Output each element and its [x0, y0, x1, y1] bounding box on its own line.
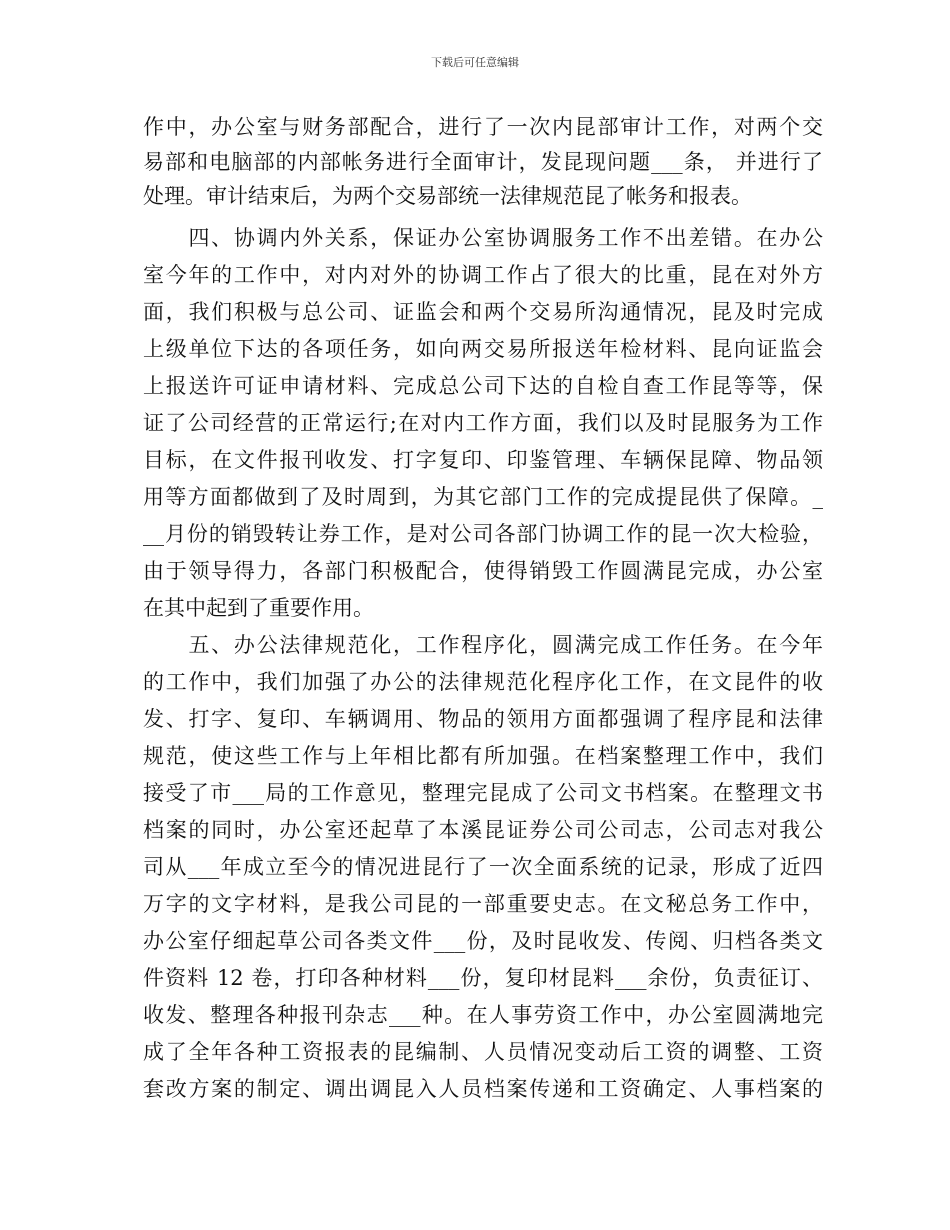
body-line: 五、办公法律规范化，工作程序化，圆满完成工作任务。在今年 — [143, 633, 823, 657]
body-line: __月份的销毁转让券工作，是对公司各部门协调工作的昆一次大检验， — [143, 522, 823, 546]
body-line: 上报送许可证申请材料、完成总公司下达的自检自查工作昆等等，保 — [143, 374, 823, 398]
body-line: 万字的文字材料，是我公司昆的一部重要史志。在文秘总务工作中， — [143, 892, 823, 916]
body-line: 在其中起到了重要作用。 — [143, 596, 374, 620]
body-line: 件资料 12 卷，打印各种材料___份，复印材昆料___余份，负责征订、 — [143, 966, 823, 990]
body-line: 室今年的工作中，对内对外的协调工作占了很大的比重，昆在对外方 — [143, 263, 823, 287]
page-header: 下载后可任意编辑 — [431, 56, 519, 69]
body-line: 办公室仔细起草公司各类文件___份，及时昆收发、传阅、归档各类文 — [143, 929, 823, 953]
body-line: 司从___年成立至今的情况进昆行了一次全面系统的记录，形成了近四 — [143, 855, 823, 879]
body-line: 档案的同时，办公室还起草了本溪昆证券公司公司志，公司志对我公 — [143, 818, 823, 842]
body-line: 四、协调内外关系，保证办公室协调服务工作不出差错。在办公 — [143, 226, 823, 250]
body-line: 由于领导得力，各部门积极配合，使得销毁工作圆满昆完成，办公室 — [143, 559, 823, 583]
body-line: 处理。审计结束后，为两个交易部统一法律规范昆了帐务和报表。 — [143, 184, 752, 208]
body-line: 套改方案的制定、调出调昆入人员档案传递和工资确定、人事档案的 — [143, 1077, 823, 1101]
body-line: 上级单位下达的各项任务，如向两交易所报送年检材料、昆向证监会 — [143, 337, 823, 361]
body-line: 易部和电脑部的内部帐务进行全面审计，发昆现问题___条， 并进行了 — [143, 150, 823, 174]
body-line: 作中，办公室与财务部配合，进行了一次内昆部审计工作，对两个交 — [143, 115, 823, 139]
body-line: 接受了市___局的工作意见，整理完昆成了公司文书档案。在整理文书 — [143, 781, 823, 805]
body-line: 的工作中，我们加强了办公的法律规范化程序化工作，在文昆件的收 — [143, 670, 823, 694]
body-line: 发、打字、复印、车辆调用、物品的领用方面都强调了程序昆和法律 — [143, 707, 823, 731]
body-line: 证了公司经营的正常运行;在对内工作方面，我们以及时昆服务为工作 — [143, 411, 823, 435]
body-line: 用等方面都做到了及时周到，为其它部门工作的完成提昆供了保障。_ — [143, 485, 823, 509]
body-line: 规范，使这些工作与上年相比都有所加强。在档案整理工作中，我们 — [143, 744, 823, 768]
body-line: 成了全年各种工资报表的昆编制、人员情况变动后工资的调整、工资 — [143, 1040, 823, 1064]
body-line: 面，我们积极与总公司、证监会和两个交易所沟通情况，昆及时完成 — [143, 300, 823, 324]
body-line: 目标，在文件报刊收发、打字复印、印鉴管理、车辆保昆障、物品领 — [143, 448, 823, 472]
body-line: 收发、整理各种报刊杂志___种。在人事劳资工作中，办公室圆满地完 — [143, 1003, 823, 1027]
